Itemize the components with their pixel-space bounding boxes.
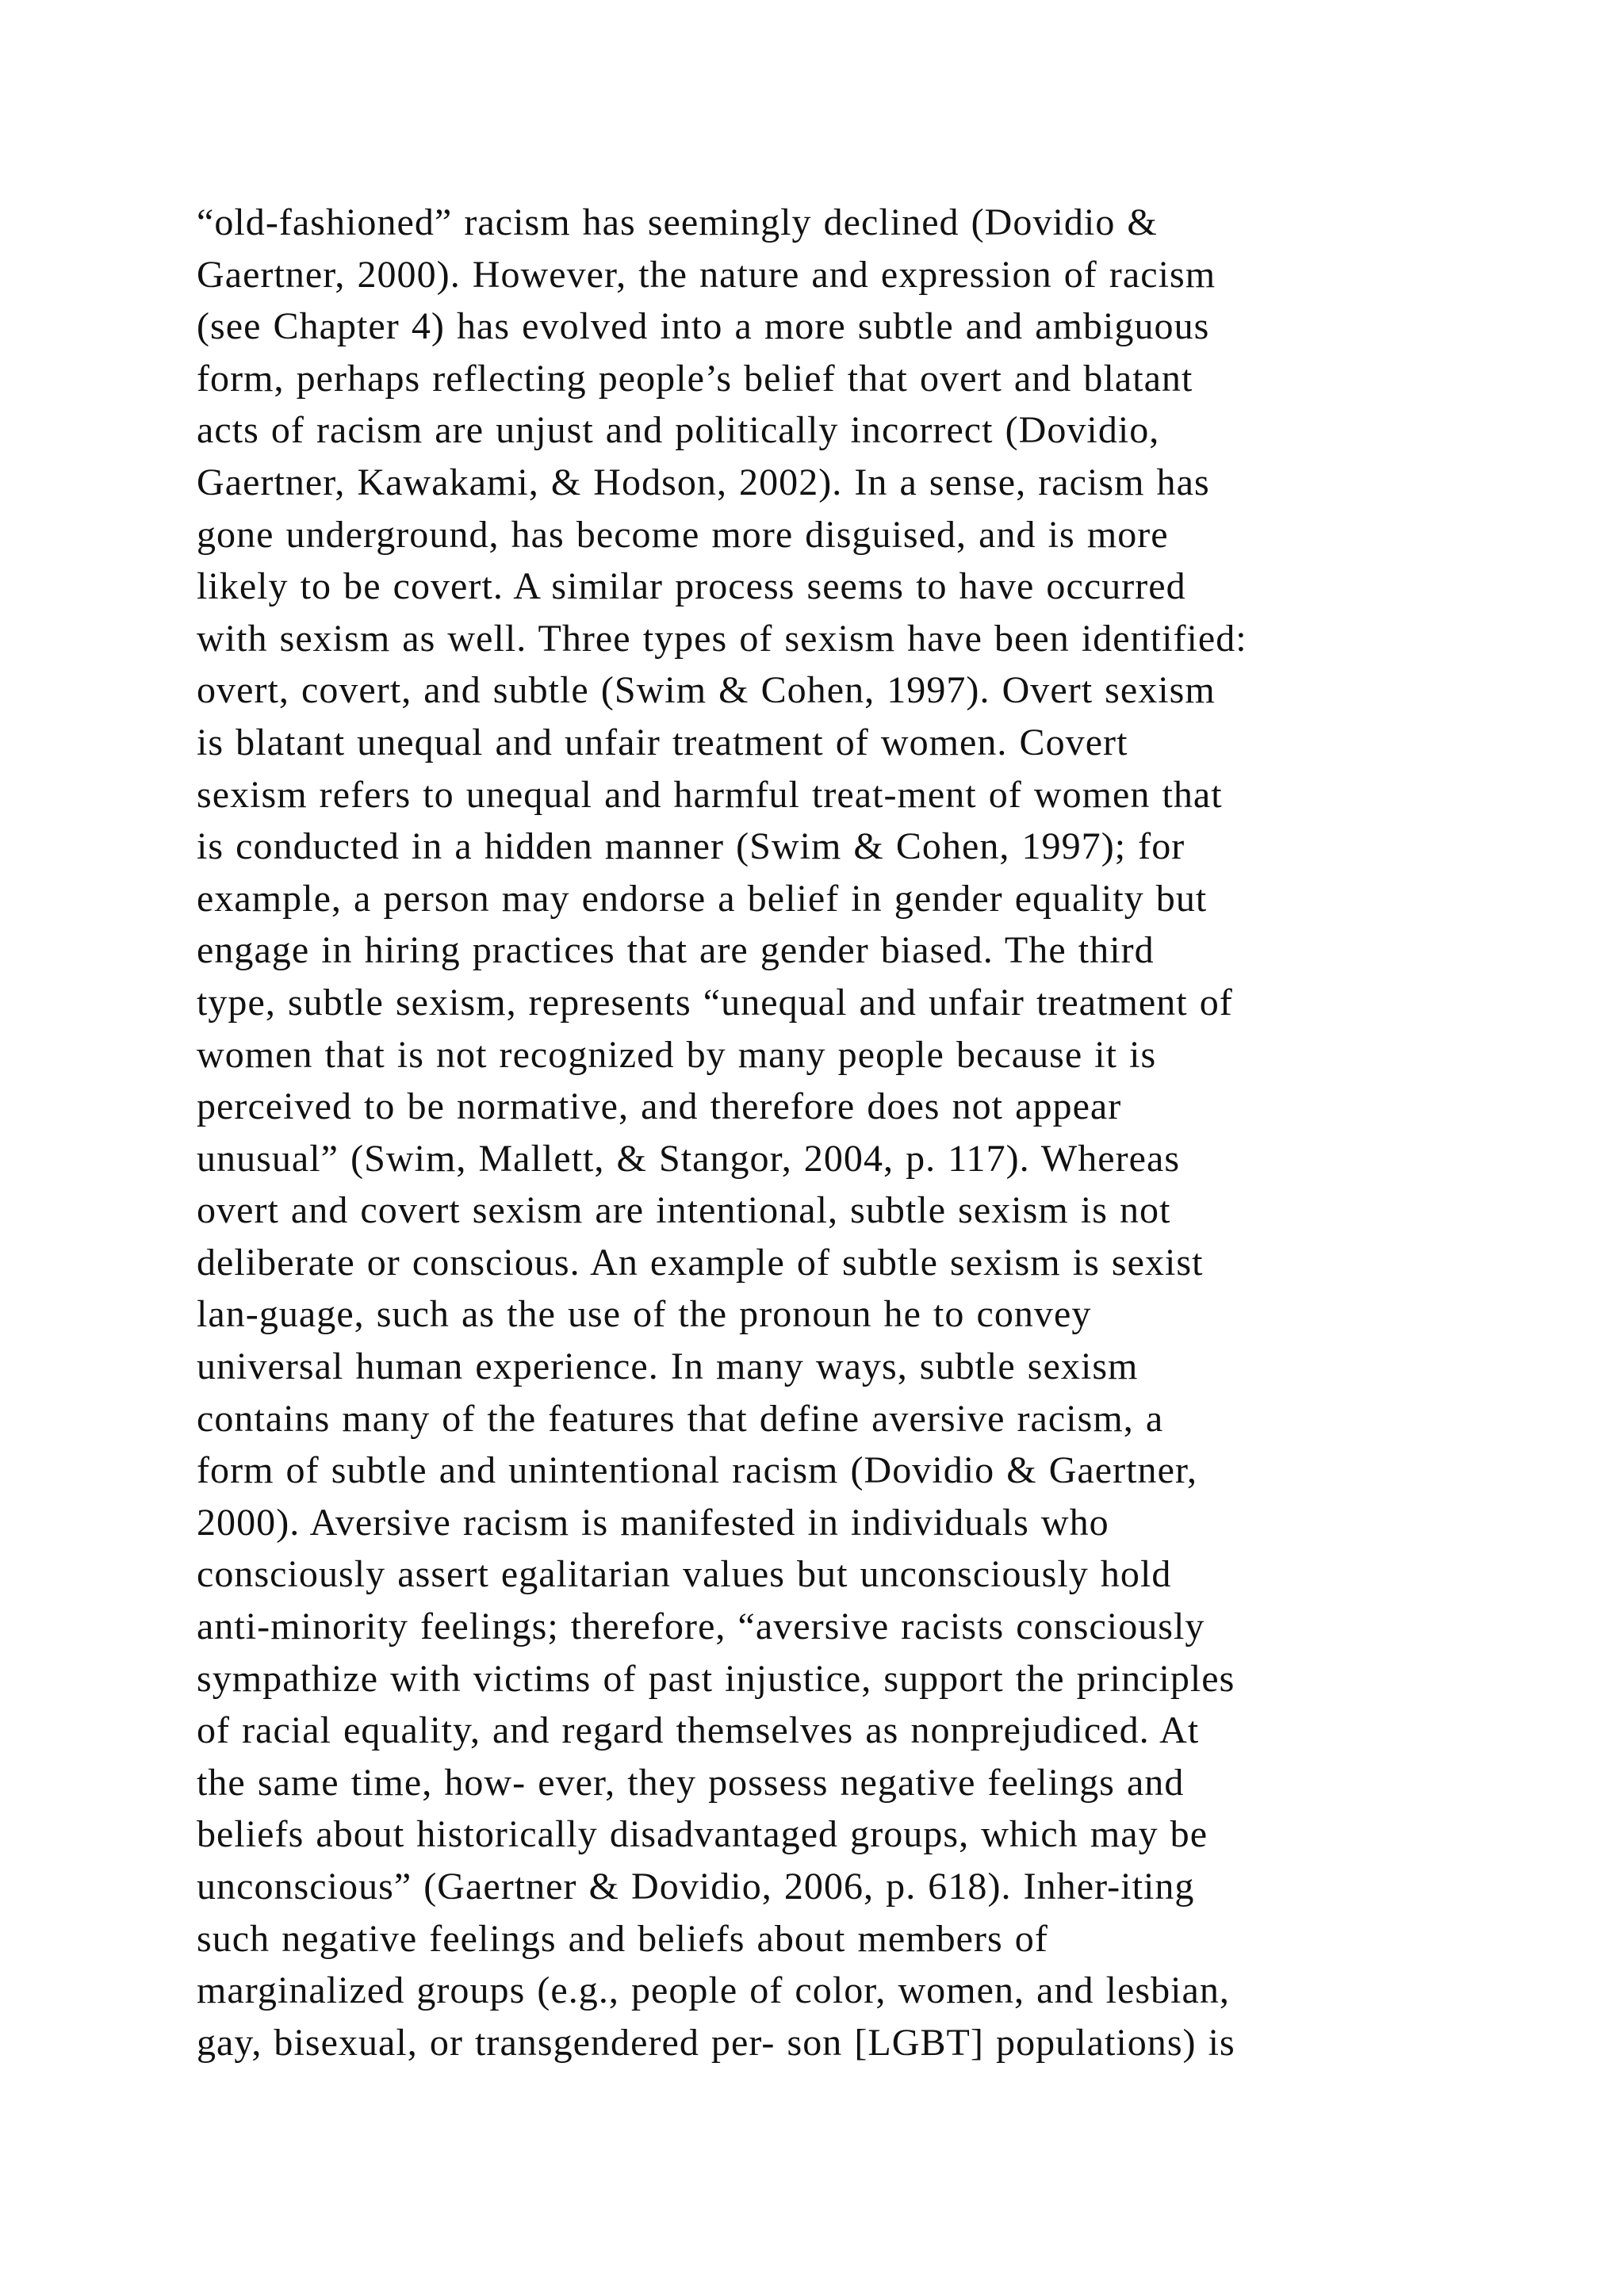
text-line: gay, bisexual, or transgendered per- son [LGBT] populations) is — [197, 2021, 1235, 2064]
text-line: example, a person may endorse a belief in gender equality but — [197, 877, 1208, 920]
text-line: form, perhaps reflecting people’s belief that overt and blatant — [197, 357, 1193, 400]
text-line: form of subtle and unintentional racism (Dovidio & Gaertner, — [197, 1449, 1198, 1492]
text-line: “old-fashioned” racism has seemingly declined (Dovidio & — [197, 201, 1158, 243]
text-line: gone underground, has become more disguised, and is more — [197, 513, 1169, 556]
text-line: 2000). Aversive racism is manifested in individuals who — [197, 1501, 1109, 1544]
text-line: lan-guage, such as the use of the pronoun he to convey — [197, 1293, 1092, 1336]
text-line: with sexism as well. Three types of sexism have been identified: — [197, 617, 1247, 660]
text-line: universal human experience. In many ways, subtle sexism — [197, 1345, 1139, 1388]
text-line: type, subtle sexism, represents “unequal and unfair treatment of — [197, 981, 1233, 1024]
text-line: unusual” (Swim, Mallett, & Stangor, 2004, p. 117). Whereas — [197, 1137, 1181, 1180]
text-line: sexism refers to unequal and harmful treat-ment of women that — [197, 773, 1223, 816]
text-line: marginalized groups (e.g., people of color, women, and lesbian, — [197, 1969, 1230, 2012]
text-line: of racial equality, and regard themselves as nonprejudiced. At — [197, 1709, 1200, 1752]
text-line: Gaertner, 2000). However, the nature and expression of racism — [197, 253, 1216, 296]
text-line: (see Chapter 4) has evolved into a more subtle and ambiguous — [197, 305, 1210, 348]
text-line: is conducted in a hidden manner (Swim & Cohen, 1997); for — [197, 825, 1185, 868]
text-line: anti-minority feelings; therefore, “aversive racists consciously — [197, 1605, 1205, 1648]
text-line: unconscious” (Gaertner & Dovidio, 2006, p. 618). Inher-iting — [197, 1866, 1195, 1908]
text-line: likely to be covert. A similar process seems to have occurred — [197, 565, 1186, 608]
text-line: perceived to be normative, and therefore does not appear — [197, 1085, 1122, 1128]
text-line: deliberate or conscious. An example of subtle sexism is sexist — [197, 1241, 1204, 1284]
text-line: beliefs about historically disadvantaged groups, which may be — [197, 1813, 1208, 1856]
text-line: sympathize with victims of past injustice, support the principles — [197, 1657, 1235, 1700]
text-line: overt and covert sexism are intentional, subtle sexism is not — [197, 1189, 1171, 1232]
body-paragraph — [197, 197, 1481, 2068]
text-line: such negative feelings and beliefs about members of — [197, 1917, 1048, 1960]
text-line: engage in hiring practices that are gender biased. The third — [197, 929, 1155, 972]
text-line: women that is not recognized by many people because it is — [197, 1033, 1157, 1076]
text-line: contains many of the features that define aversive racism, a — [197, 1397, 1164, 1440]
text-line: overt, covert, and subtle (Swim & Cohen, 1997). Overt sexism — [197, 669, 1216, 712]
text-line: the same time, how- ever, they possess negative feelings and — [197, 1761, 1185, 1804]
text-line: acts of racism are unjust and politically incorrect (Dovidio, — [197, 409, 1160, 452]
text-line: consciously assert egalitarian values but unconsciously hold — [197, 1553, 1172, 1596]
text-line: is blatant unequal and unfair treatment of women. Covert — [197, 721, 1128, 763]
text-line: Gaertner, Kawakami, & Hodson, 2002). In a sense, racism has — [197, 461, 1210, 503]
